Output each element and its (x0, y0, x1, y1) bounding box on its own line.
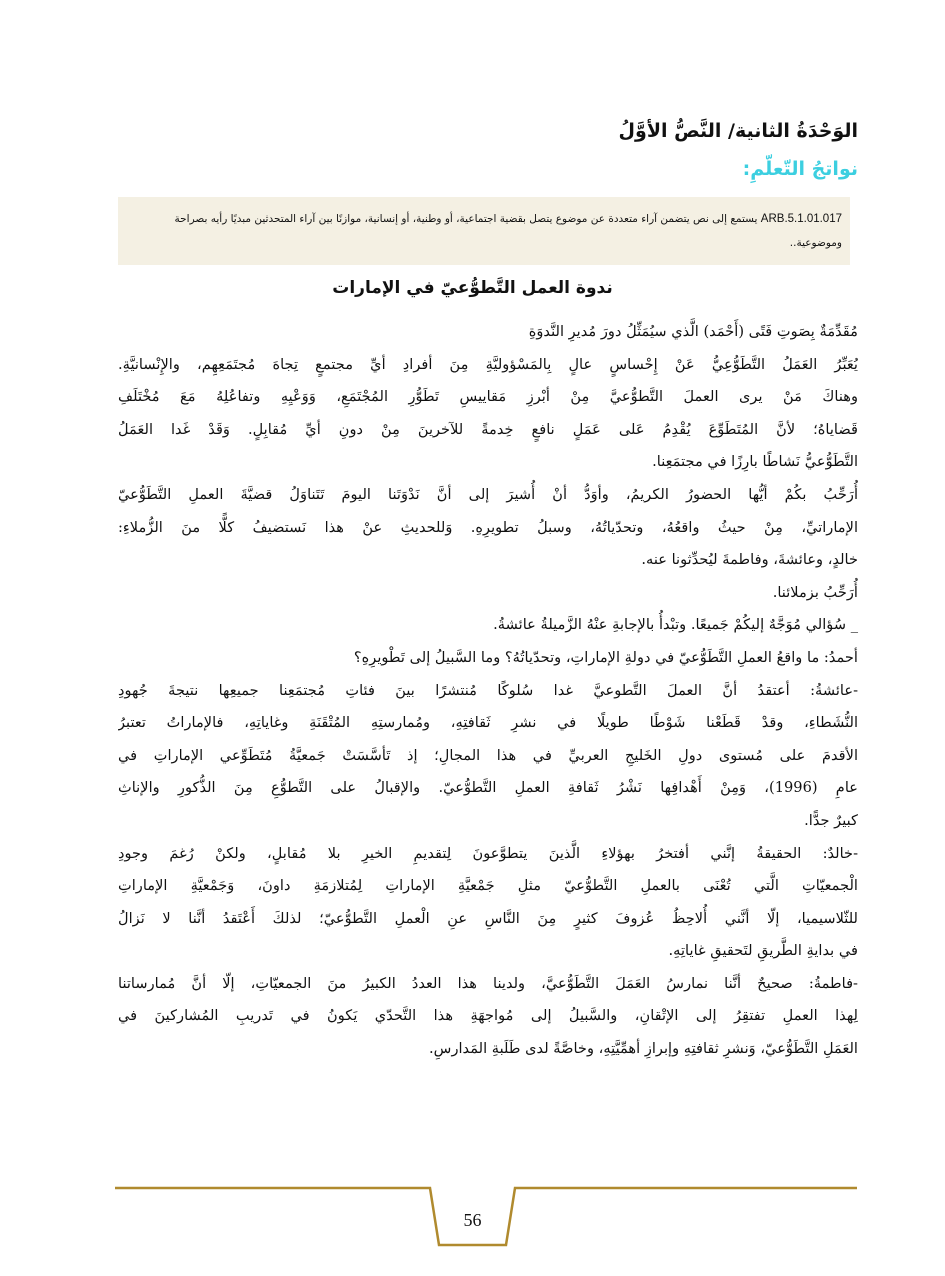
outcome-text: يستمع إلى نص يتضمن آراء متعددة عن موضوع يتصل بقضية اجتماعية، أو وطنية، أو إنسانية، موازنًا بين آراء المتحدثين مبديًا رأيه بصراحة (174, 213, 758, 225)
text-line: لِهذا العملِ تفتقِرُ إلى الإتْقانِ، والسَّبيلُ إلى مُواجهَةِ هذا التَّحدّي يَكونُ في تَدريبِ المُشاركينَ في (118, 1007, 858, 1025)
text-line: _ سُؤالي مُوَجَّهٌ إليكُمْ جَميعًا. وتبْدأُ بالإجابةِ عنْهُ الزَّميلةُ عائشةُ. (493, 616, 858, 634)
text-line: أُرَحِّبُ بزملائنا. (772, 583, 858, 601)
outcome-code: ARB.5.1.01.017 (760, 213, 842, 225)
text-line: للثّلاسيميا، إلّا أنَّني أُلاحِظُ عُزوفَ كثيرٍ مِنَ النَّاسِ عنِ الْعملِ التَّطوُّعيّ؛ لذلكَ أَعْتَقدُ أنَّنا لا نَزالُ (118, 909, 858, 927)
text-line: يُعَبِّرُ العَمَلُ التَّطَوُّعِيُّ عَنْ إِحْساسٍ عالٍ بِالمَسْؤوليَّةِ مِنَ أفرادِ أيِّ مجتمعٍ تِجاهَ مُجتَمَعِهِم، والإِنْسانيَّةِ. (118, 355, 858, 373)
text-line: -فاطمةُ: صحيحٌ أنَّنا نمارسُ العَمَلَ التَّطَوُّعيَّ، ولدينا هذا العددُ الكبيرُ منَ الجمعيّاتِ، إلّا أنَّ مُمارساتنا (118, 974, 858, 992)
text-heading: ندوة العمل التَّطوُّعيّ في الإمارات (332, 278, 613, 298)
text-line: التَّطَوُّعيُّ نَشاطًا بارِزًا في مجتمَعِنا. (652, 453, 858, 471)
text-line: العَمَلِ التَّطَوُّعيّ، وَنشرِ ثقافتِهِ وإبرازِ أهمِّيَّتِهِ، وخاصَّةً لدى طَلَبةِ المَدارسِ. (429, 1040, 858, 1058)
learning-outcomes-label: نواتجُ التّعلّمِ: (742, 158, 858, 180)
page-number: 56 (463, 1210, 482, 1230)
intro-line: مُقَدِّمَةٌ بِصَوتِ فَتًى (أَحْمَد) الَّذي سيُمَثِّلُ دورَ مُديرِ النَّدوَةِ (528, 323, 858, 340)
text-line: النُّشَطاءِ، وقدْ قَطَعْنا شَوْطًا طويلًا في نشرِ ثَقافتِهِ، ومُمارستِهِ المُتْقَنَةِ وغاياتِهِ، فالإماراتُ تعتبرُ (118, 714, 858, 732)
text-line: الإماراتيِّ، مِنْ حيثُ واقعُهُ، وتحدّياتُهُ، وسبلُ تطويرِهِ. وَللحديثِ عنْ هذا نَستضيفُ كلًّا منَ الزُّملاءِ: (118, 518, 858, 536)
text-body (118, 316, 858, 1066)
text-line: خالدٍ، وعائشةَ، وفاطمةَ ليُحدِّثونا عنه. (641, 551, 858, 569)
text-line: عامِ (1996)، وَمِنْ أَهْدافِها نَشْرُ ثَقافةِ العملِ التَّطوُّعيّ. والإقبالُ على التَّطوُّعِ مِنَ الذُّكورِ والإناثِ (118, 779, 858, 797)
text-line: أحمدُ: ما واقعُ العملِ التَّطَوُّعيّ في دولةِ الإماراتِ، وتحدّياتُهُ؟ وما السَّبيلُ إلى تَطْويرِهِ؟ (353, 648, 858, 666)
unit-title: الوَحْدَةُ الثانية/ النَّصُّ الأوَّلُ (618, 120, 858, 142)
text-line: وهناكَ مَنْ يرى العملَ التَّطوُّعيَّ مِنْ أبْرزِ مَقاييسِ تَطَوُّرِ المُجْتَمَعِ، وَوَعْيِهِ وتفاعُلِهُ مَعَ مُخْتَلَفِ (118, 388, 858, 406)
text-line: كبيرٌ جدًّا. (804, 811, 858, 829)
learning-outcome-box (118, 197, 850, 265)
text-line: -خالدٌ: الحقيقةُ إنَّني أفتخرُ بهؤلاءِ الَّذينَ يتطوَّعونَ لِتقديمِ الخيرِ بلا مُقابلٍ، ولكنْ رُغمَ وجودِ (118, 844, 858, 862)
outcome-text-cont: وموضوعية.. (789, 237, 842, 249)
text-line: قَضاياهُ؛ لأنَّ المُتَطَوِّعَ يُقْدِمُ عَلى عَمَلٍ نافعٍ خِدمةً للآخرينَ مِنْ دونِ أيِّ مُقابِلٍ. وَقَدْ غَدا العَمَلُ (118, 420, 858, 438)
text-line: أُرَحِّبُ بكُمْ أيُّها الحضورُ الكريمُ، وأوَدُّ أنْ أُشيرَ إلى أنَّ نَدْوَتَنا اليومَ تَتَناوَلُ قضيَّةَ العملِ التَّطَوُّعيّ (118, 485, 858, 503)
text-line: -عائشةُ: أعتقدُ أنَّ العملَ التَّطوعيَّ غدا سُلوكًا مُنتشرًا بينَ فئاتِ مُجتمَعِنا جميعِها نتيجةَ جُهودِ (118, 681, 858, 699)
text-line: الأقدمَ على مُستوى دولِ الخَليجِ العربيِّ في هذا المجالِ؛ إذ تَأسَّسَتْ جَمعيَّةُ مُتَطَوِّعي الإماراتِ في (118, 746, 858, 764)
learning-outcome-line (126, 207, 842, 231)
text-line: الْجمعيّاتِ الَّتي تُعْنَى بالعملِ التَّطوُّعيّ مثلِ جَمْعيَّةِ الإماراتِ لِمُتلازمَةِ داونَ، وَجَمْعيَّةِ الإماراتِ (118, 877, 858, 895)
text-line: في بدايةِ الطَّريقِ لتَحقيقِ غاياتِهِ. (668, 942, 858, 960)
